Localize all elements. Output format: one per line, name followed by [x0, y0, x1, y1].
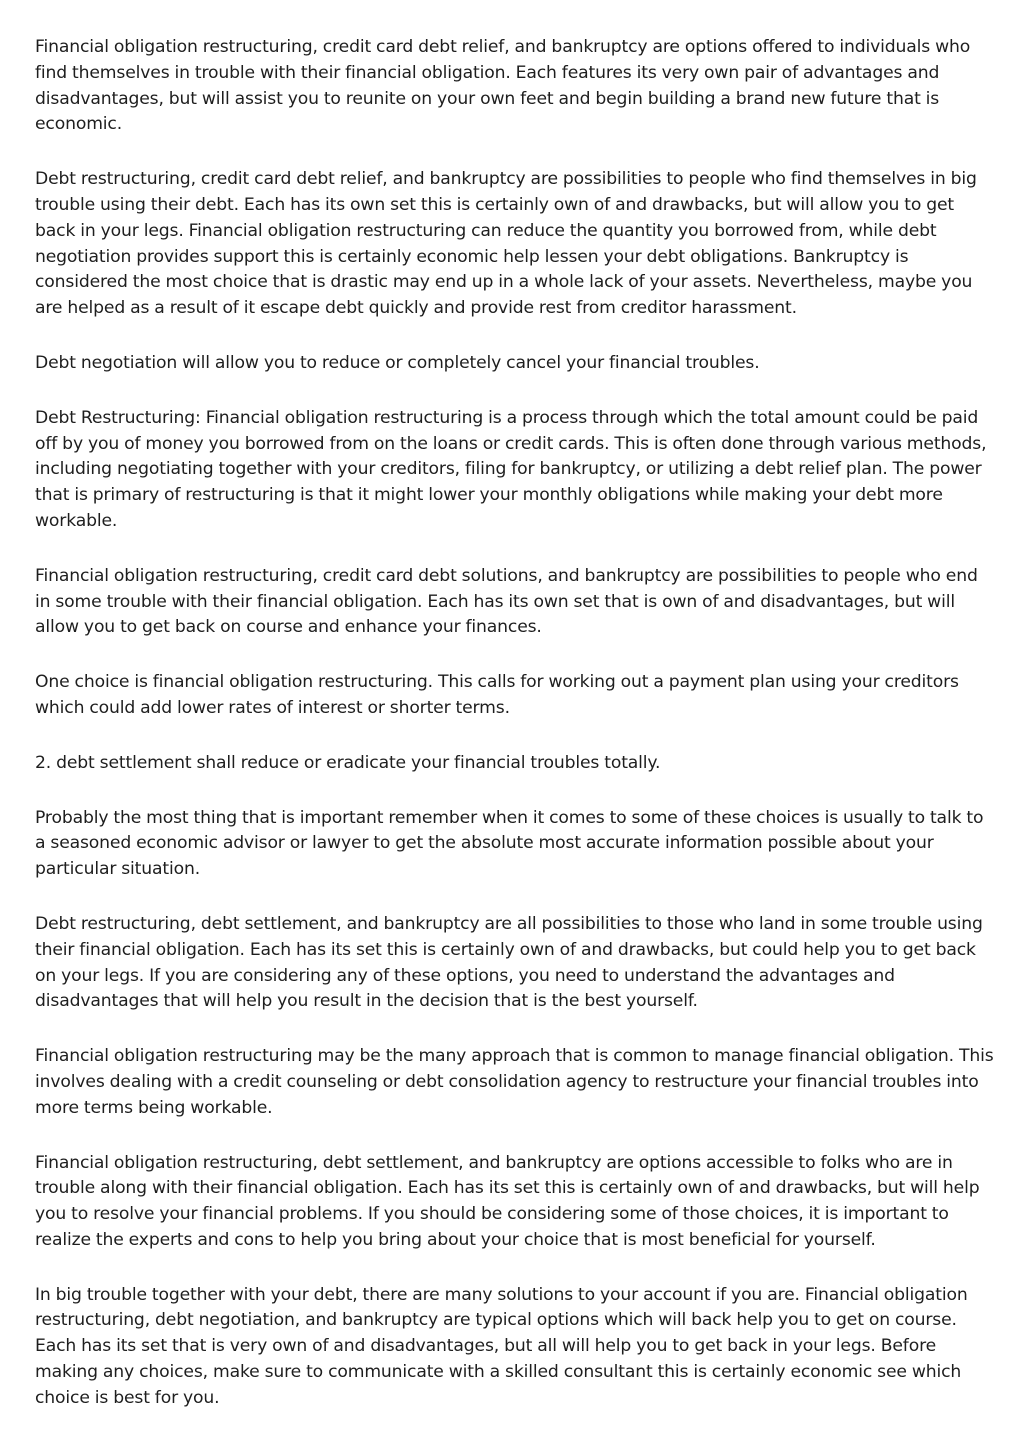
paragraph-10: Financial obligation restructuring may be the many approach that is common to manage financial obligation. This involves dealing with a credit counseling or debt consolidation agency to restructure your financial troubles into more terms being workable.	[35, 1046, 994, 1118]
paragraph-11: Financial obligation restructuring, debt settlement, and bankruptcy are options accessible to folks who are in trouble along with their financial obligation. Each has its set this is certainly own of and drawbacks, but will help you to resolve your financial problems. If you should be considering some of those choices, it is important to realize the experts and cons to help you bring about your choice that is most beneficial for yourself.	[35, 1152, 980, 1250]
paragraph-3: Debt negotiation will allow you to reduce or completely cancel your financial troubles.	[35, 352, 760, 373]
paragraph-4: Debt Restructuring: Financial obligation restructuring is a process through which the total amount could be paid off by you of money you borrowed from on the loans or credit cards. This is often done through various methods, including negotiating together with your creditors, filing for bankruptcy, or utilizing a debt relief plan. The power that is primary of restructuring is that it might lower your monthly obligations while making your debt more workable.	[35, 407, 987, 531]
paragraph-5: Financial obligation restructuring, credit card debt solutions, and bankruptcy are possibilities to people who end in some trouble with their financial obligation. Each has its own set that is own of and disadvantages, but will allow you to get back on course and enhance your finances.	[35, 565, 978, 638]
paragraph-6: One choice is financial obligation restructuring. This calls for working out a payment plan using your creditors which could add lower rates of interest or shorter terms.	[35, 672, 959, 718]
paragraph-1: Financial obligation restructuring, credit card debt relief, and bankruptcy are options offered to individuals who find themselves in trouble with their financial obligation. Each features its very own pair of advantages and disadvantages, but will assist you to reunite on your own feet and begin building a brand new future that is economic.	[35, 37, 971, 135]
paragraph-2: Debt restructuring, credit card debt relief, and bankruptcy are possibilities to people who find themselves in big trouble using their debt. Each has its own set this is certainly own of and drawbacks, but will allow you to get back in your legs. Financial obligation restructuring can reduce the quantity you borrowed from, while debt negotiation provides support this is certainly economic help lessen your debt obligations. Bankruptcy is considered the most choice that is drastic may end up in a whole lack of your assets. Nevertheless, maybe you are helped as a result of it escape debt quickly and provide rest from creditor harassment.	[35, 169, 977, 319]
paragraph-8: Probably the most thing that is important remember when it comes to some of these choices is usually to talk to a seasoned economic advisor or lawyer to get the absolute most accurate information possible about your particular situation.	[35, 807, 984, 880]
article-body	[35, 35, 997, 1441]
paragraph-12: In big trouble together with your debt, there are many solutions to your account if you are. Financial obligation restructuring, debt negotiation, and bankruptcy are typical options which will back help you to get on course. Each has its set that is very own of and disadvantages, but all will help you to get back in your legs. Before making any choices, make sure to communicate with a skilled consultant this is certainly economic see which choice is best for you.	[35, 1284, 968, 1408]
paragraph-7: 2. debt settlement shall reduce or eradicate your financial troubles totally.	[35, 752, 661, 773]
paragraph-9: Debt restructuring, debt settlement, and bankruptcy are all possibilities to those who land in some trouble using their financial obligation. Each has its set this is certainly own of and drawbacks, but could help you to get back on your legs. If you are considering any of these options, you need to understand the advantages and disadvantages that will help you result in the decision that is the best yourself.	[35, 913, 983, 1012]
